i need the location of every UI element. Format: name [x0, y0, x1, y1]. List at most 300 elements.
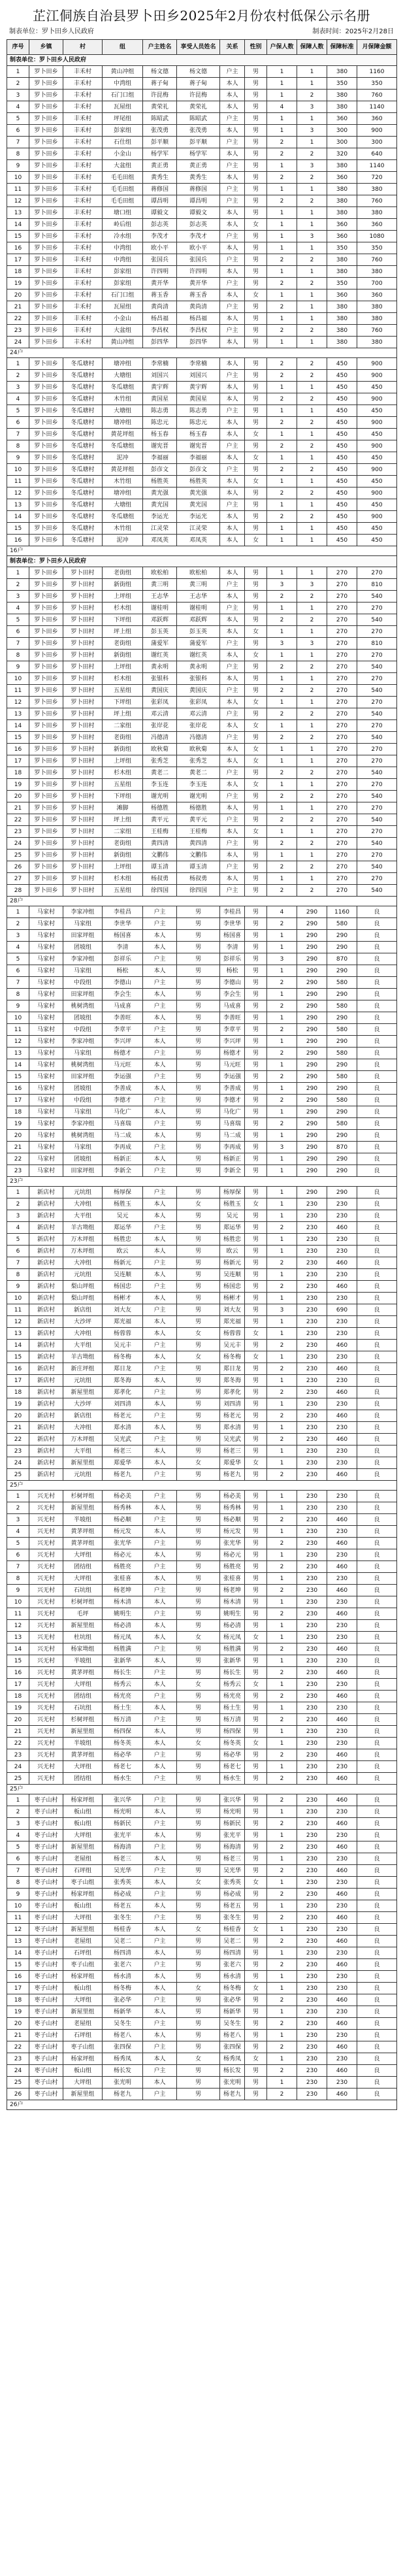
table-cell: 杨叔勇 — [177, 873, 220, 885]
table-cell: 新屋里组 — [63, 1924, 103, 1936]
table-cell: 马家村 — [29, 942, 63, 953]
table-cell: 徐四国 — [143, 885, 177, 897]
table-cell: 良 — [357, 1947, 397, 1959]
table-cell: 460 — [327, 1749, 357, 1761]
table-cell: 男 — [177, 1434, 220, 1445]
table-row — [7, 278, 397, 289]
table-cell: 黄平元 — [143, 814, 177, 826]
table-cell: 杨桂香 — [220, 1924, 245, 1936]
table-cell: 男 — [177, 1304, 220, 1316]
table-cell: 1 — [297, 779, 327, 791]
table-cell: 马家村 — [29, 1142, 63, 1153]
table-cell: 户主 — [143, 1024, 177, 1036]
table-cell: 兴无村 — [29, 1761, 63, 1773]
table-cell: 230 — [327, 1655, 357, 1667]
table-cell: 黄花坪组 — [103, 464, 143, 476]
table-cell: 290 — [297, 1142, 327, 1153]
table-cell: 王桂梅 — [177, 826, 220, 838]
table-cell: 良 — [357, 1841, 397, 1853]
table-cell: 男 — [245, 1257, 267, 1269]
table-cell: 男 — [245, 918, 267, 930]
table-cell: 男 — [245, 1106, 267, 1118]
table-cell: 小金山 — [103, 313, 143, 325]
table-cell: 大沙坪 — [63, 1316, 103, 1328]
table-cell: 本人 — [143, 1036, 177, 1048]
table-cell: 450 — [327, 417, 357, 429]
table-cell: 22 — [7, 1738, 29, 1749]
table-cell: 良 — [357, 1691, 397, 1702]
table-cell: 罗卜田乡 — [29, 113, 63, 125]
table-row — [7, 195, 397, 207]
table-cell: 270 — [327, 850, 357, 861]
table-cell: 2 — [267, 1865, 297, 1877]
table-cell: 男 — [245, 101, 267, 113]
table-cell: 新街组 — [103, 650, 143, 661]
table-cell: 罗卜田乡 — [29, 685, 63, 697]
table-cell: 杨秀凤 — [103, 2053, 143, 2065]
table-cell: 21 — [7, 2030, 29, 2041]
table-cell: 男 — [245, 1363, 267, 1375]
table-cell: 马家组 — [63, 1106, 103, 1118]
table-cell: 杨昌福 — [177, 313, 220, 325]
table-cell: 380 — [327, 90, 357, 101]
table-cell: 女 — [245, 697, 267, 708]
table-cell: 2 — [267, 1118, 297, 1130]
table-cell: 290 — [327, 989, 357, 1000]
table-cell: 马家村 — [29, 977, 63, 989]
table-cell: 230 — [327, 1422, 357, 1434]
table-cell: 2 — [297, 90, 327, 101]
table-cell: 瓦屋组 — [103, 301, 143, 313]
table-cell: 杨胜忠 — [220, 1234, 245, 1246]
table-cell: 1 — [297, 78, 327, 90]
table-cell: 230 — [297, 1877, 327, 1889]
table-cell: 黄光国 — [177, 499, 220, 511]
table-cell: 270 — [327, 579, 357, 591]
table-cell: 良 — [357, 2006, 397, 2018]
table-row — [7, 1773, 397, 1785]
table-cell: 丰禾村 — [63, 231, 103, 242]
table-cell: 黄山冲组 — [103, 337, 143, 348]
table-row — [7, 266, 397, 278]
table-cell: 男 — [177, 1281, 220, 1293]
table-cell: 石坪组 — [63, 2030, 103, 2041]
table-cell: 杨四保 — [103, 1726, 143, 1738]
table-cell: 杨新正 — [220, 1153, 245, 1165]
table-cell: 380 — [327, 301, 357, 313]
table-cell: 290 — [327, 1012, 357, 1024]
table-cell: 男 — [177, 1410, 220, 1422]
table-row — [7, 1422, 397, 1434]
table-cell: 杨万清 — [220, 1714, 245, 1726]
table-cell: 6 — [7, 626, 29, 638]
table-cell: 2 — [297, 814, 327, 826]
table-cell: 男 — [245, 906, 267, 918]
table-cell: 15 — [7, 1351, 29, 1363]
table-cell: 2 — [267, 1000, 297, 1012]
table-row — [7, 1632, 397, 1643]
table-cell: 2 — [297, 661, 327, 673]
table-cell: 1 — [267, 1246, 297, 1257]
table-cell: 大盆组 — [103, 325, 143, 337]
table-cell: 男 — [245, 184, 267, 195]
table-cell: 冬瓜塘组 — [103, 511, 143, 523]
table-cell: 女 — [245, 720, 267, 732]
table-cell: 760 — [357, 90, 397, 101]
col-header: 保障标准 — [327, 40, 357, 55]
table-cell: 罗卜田村 — [63, 591, 103, 603]
table-cell: 男 — [245, 1422, 267, 1434]
table-cell: 罗卜田乡 — [29, 207, 63, 219]
table-cell: 13 — [7, 1048, 29, 1059]
col-header: 户保人数 — [267, 40, 297, 55]
table-cell: 新街组 — [103, 744, 143, 755]
table-cell: 彭四华 — [143, 337, 177, 348]
table-cell: 1 — [297, 697, 327, 708]
table-cell: 本人 — [143, 2053, 177, 2065]
table-cell: 良 — [357, 1667, 397, 1679]
table-cell: 男 — [177, 1794, 220, 1806]
table-cell: 男 — [245, 767, 267, 779]
table-cell: 230 — [297, 1573, 327, 1585]
table-cell: 男 — [177, 1714, 220, 1726]
table-cell: 良 — [357, 1106, 397, 1118]
table-cell: 290 — [327, 930, 357, 942]
table-cell: 4 — [7, 393, 29, 405]
table-cell: 男 — [245, 685, 267, 697]
table-cell: 男 — [245, 1083, 267, 1095]
table-cell: 14 — [7, 511, 29, 523]
table-cell: 良 — [357, 1514, 397, 1526]
table-cell: 360 — [327, 113, 357, 125]
table-cell: 张桂喜 — [220, 1573, 245, 1585]
table-cell: 24 — [7, 2065, 29, 2077]
table-cell: 罗卜田村 — [63, 767, 103, 779]
table-cell: 新屋里组 — [63, 1387, 103, 1398]
table-cell: 230 — [327, 1632, 357, 1643]
section-unit-label: 制表单位：罗卜田乡人民政府 — [7, 55, 397, 66]
table-cell: 男 — [245, 1794, 267, 1806]
table-cell: 良 — [357, 1773, 397, 1785]
table-cell: 黄开华 — [143, 278, 177, 289]
table-cell: 本人 — [143, 1502, 177, 1514]
table-cell: 男 — [245, 1491, 267, 1502]
table-cell: 良 — [357, 1257, 397, 1269]
table-cell: 蒋子甸 — [143, 78, 177, 90]
table-cell: 460 — [327, 1889, 357, 1900]
table-cell: 下坪组 — [103, 791, 143, 802]
table-cell: 良 — [357, 1889, 397, 1900]
table-cell: 吴光华 — [220, 1865, 245, 1877]
table-cell: 男 — [245, 1095, 267, 1106]
table-cell: 彭彦文 — [143, 464, 177, 476]
col-header: 乡镇 — [29, 40, 63, 55]
table-cell: 良 — [357, 1118, 397, 1130]
table-cell: 梨山坪组 — [63, 1293, 103, 1304]
table-cell: 黄茅坪组 — [63, 1526, 103, 1538]
table-cell: 4 — [7, 1830, 29, 1841]
table-cell: 本人 — [143, 1947, 177, 1959]
table-cell: 男 — [245, 405, 267, 417]
table-cell: 大平组 — [63, 1340, 103, 1351]
table-cell: 230 — [297, 1643, 327, 1655]
table-cell: 户主 — [143, 918, 177, 930]
table-cell: 兴无村 — [29, 1514, 63, 1526]
table-cell: 1 — [267, 989, 297, 1000]
table-cell: 2 — [297, 417, 327, 429]
table-cell: 本人 — [143, 1293, 177, 1304]
table-cell: 蒲爱军 — [177, 638, 220, 650]
table-cell: 陈忠元 — [143, 417, 177, 429]
table-cell: 张老六 — [220, 1959, 245, 1971]
table-cell: 460 — [327, 1714, 357, 1726]
table-cell: 李兴坪 — [103, 1036, 143, 1048]
table-cell: 良 — [357, 1281, 397, 1293]
table-row — [7, 1936, 397, 1947]
table-cell: 1 — [267, 2077, 297, 2089]
table-cell: 蒲爱军 — [143, 638, 177, 650]
table-cell: 户主 — [220, 325, 245, 337]
table-cell: 老街组 — [103, 638, 143, 650]
table-cell: 15 — [7, 523, 29, 535]
table-cell: 男 — [245, 1445, 267, 1457]
table-cell: 230 — [327, 1198, 357, 1210]
table-cell: 谭玉清 — [143, 861, 177, 873]
table-cell: 团结组 — [63, 1773, 103, 1785]
table-cell: 男 — [245, 2018, 267, 2030]
table-cell: 黄国庆 — [177, 685, 220, 697]
table-cell: 男 — [245, 1865, 267, 1877]
table-cell: 本人 — [143, 1620, 177, 1632]
table-cell: 户主 — [143, 1691, 177, 1702]
table-cell: 良 — [357, 1304, 397, 1316]
table-cell: 杉木组 — [103, 673, 143, 685]
table-cell: 350 — [357, 242, 397, 254]
table-cell: 1 — [267, 1457, 297, 1469]
table-cell: 张新华 — [220, 1655, 245, 1667]
table-row — [7, 231, 397, 242]
table-cell: 女 — [245, 626, 267, 638]
table-cell: 兴无村 — [29, 1738, 63, 1749]
table-cell: 290 — [297, 1165, 327, 1177]
table-cell: 张国兵 — [177, 254, 220, 266]
table-cell: 1 — [267, 779, 297, 791]
table-cell: 290 — [327, 1106, 357, 1118]
table-cell: 杨必清 — [220, 1620, 245, 1632]
table-row — [7, 567, 397, 579]
table-cell: 本人 — [220, 567, 245, 579]
table-cell: 290 — [327, 1036, 357, 1048]
section-unit-row — [7, 556, 397, 567]
table-cell: 本人 — [220, 393, 245, 405]
table-cell: 大塘组 — [103, 370, 143, 382]
table-cell: 2 — [267, 918, 297, 930]
table-cell: 290 — [297, 989, 327, 1000]
section-summary: 28户 — [7, 897, 397, 906]
table-cell: 男 — [177, 1187, 220, 1198]
table-cell: 马家村 — [29, 989, 63, 1000]
table-cell: 许昆梅 — [143, 90, 177, 101]
table-row — [7, 393, 397, 405]
table-cell: 户主 — [143, 1889, 177, 1900]
table-cell: 张老六 — [103, 1959, 143, 1971]
table-cell: 本人 — [143, 1153, 177, 1165]
table-cell: 下坪组 — [103, 697, 143, 708]
table-cell: 230 — [327, 1806, 357, 1818]
table-cell: 23 — [7, 2053, 29, 2065]
table-cell: 杨木清 — [220, 1596, 245, 1608]
table-row — [7, 125, 397, 137]
table-cell: 罗卜田村 — [63, 861, 103, 873]
table-cell: 9 — [7, 661, 29, 673]
table-cell: 良 — [357, 1387, 397, 1398]
table-cell: 新屋里组 — [63, 1502, 103, 1514]
table-cell: 冬瓜塘组 — [103, 382, 143, 393]
table-cell: 吴元丰 — [103, 1340, 143, 1351]
table-cell: 杨松 — [103, 965, 143, 977]
table-cell: 230 — [297, 1293, 327, 1304]
table-cell: 杨长发 — [220, 2065, 245, 2077]
table-cell: 3 — [7, 930, 29, 942]
table-cell: 14 — [7, 1643, 29, 1655]
table-cell: 男 — [245, 1853, 267, 1865]
table-cell: 450 — [357, 535, 397, 546]
table-cell: 1 — [267, 1877, 297, 1889]
table-cell: 本人 — [220, 242, 245, 254]
table-cell: 邓凤英 — [143, 535, 177, 546]
table-cell: 14 — [7, 1059, 29, 1071]
table-cell: 户主 — [143, 1387, 177, 1398]
table-cell: 丰禾村 — [63, 301, 103, 313]
table-cell: 冬瓜塘组 — [103, 440, 143, 452]
table-cell: 1 — [297, 673, 327, 685]
table-cell: 男 — [245, 231, 267, 242]
table-cell: 罗卜田乡 — [29, 791, 63, 802]
table-cell: 丰禾村 — [63, 266, 103, 278]
table-cell: 黄茅坪组 — [63, 1538, 103, 1549]
table-cell: 1 — [297, 113, 327, 125]
table-cell: 杨德才 — [103, 1048, 143, 1059]
table-cell: 230 — [297, 1947, 327, 1959]
table-cell: 冬瓜塘村 — [63, 499, 103, 511]
table-cell: 1 — [267, 1491, 297, 1502]
table-row — [7, 953, 397, 965]
table-cell: 2 — [297, 254, 327, 266]
table-cell: 男 — [177, 1387, 220, 1398]
table-cell: 杨老三 — [103, 1853, 143, 1865]
table-cell: 杨秀云 — [220, 1679, 245, 1691]
table-cell: 枣子山组 — [63, 2041, 103, 2053]
table-cell: 冬瓜塘村 — [63, 417, 103, 429]
table-cell: 男 — [245, 358, 267, 370]
table-cell: 彭平顺 — [143, 137, 177, 148]
table-cell: 21 — [7, 1726, 29, 1738]
table-cell: 10 — [7, 1596, 29, 1608]
table-cell: 1 — [267, 476, 297, 487]
table-cell: 杨学军 — [177, 148, 220, 160]
table-cell: 蒋玉香 — [143, 289, 177, 301]
table-cell: 230 — [327, 1853, 357, 1865]
table-cell: 2 — [267, 1281, 297, 1293]
table-cell: 1 — [267, 231, 297, 242]
table-cell: 1 — [267, 744, 297, 755]
table-cell: 张新华 — [103, 1655, 143, 1667]
table-cell: 450 — [327, 405, 357, 417]
table-cell: 枣子山村 — [29, 1947, 63, 1959]
table-cell: 2 — [267, 1667, 297, 1679]
table-cell: 230 — [327, 1620, 357, 1632]
table-cell: 户主 — [143, 1165, 177, 1177]
table-cell: 男 — [177, 1900, 220, 1912]
table-cell: 张四保 — [103, 2041, 143, 2053]
table-row — [7, 1691, 397, 1702]
table-cell: 男 — [177, 1702, 220, 1714]
table-cell: 2 — [267, 1912, 297, 1924]
table-cell: 450 — [357, 429, 397, 440]
col-header: 户主姓名 — [143, 40, 177, 55]
table-cell: 230 — [297, 1596, 327, 1608]
table-cell: 郑光福 — [220, 1316, 245, 1328]
table-cell: 男 — [177, 1830, 220, 1841]
table-cell: 罗卜田村 — [63, 567, 103, 579]
table-cell: 谢桂明 — [177, 603, 220, 614]
table-cell: 1 — [297, 755, 327, 767]
table-cell: 张四保 — [220, 2041, 245, 2053]
table-cell: 良 — [357, 1959, 397, 1971]
table-cell: 230 — [297, 1514, 327, 1526]
table-cell: 户主 — [220, 254, 245, 266]
table-cell: 张桂喜 — [103, 1573, 143, 1585]
table-cell: 本人 — [143, 1234, 177, 1246]
table-row — [7, 579, 397, 591]
table-cell: 谭玉清 — [177, 861, 220, 873]
table-cell: 男 — [245, 1818, 267, 1830]
table-cell: 1 — [267, 965, 297, 977]
table-cell: 2 — [267, 591, 297, 603]
table-cell: 罗卜田乡 — [29, 148, 63, 160]
table-cell: 1 — [297, 802, 327, 814]
table-cell: 230 — [297, 1983, 327, 1994]
table-cell: 男 — [177, 1655, 220, 1667]
table-cell: 3 — [297, 125, 327, 137]
table-cell: 290 — [327, 942, 357, 953]
table-cell: 6 — [7, 1853, 29, 1865]
table-cell: 良 — [357, 1573, 397, 1585]
table-cell: 25 — [7, 1469, 29, 1481]
table-cell: 290 — [297, 953, 327, 965]
table-cell: 罗卜田乡 — [29, 755, 63, 767]
table-cell: 男 — [245, 1304, 267, 1316]
table-cell: 230 — [297, 1738, 327, 1749]
table-cell: 新屋里组 — [63, 1841, 103, 1853]
table-cell: 李善旺 — [103, 1012, 143, 1024]
table-cell: 男 — [245, 1526, 267, 1538]
table-row — [7, 1410, 397, 1422]
table-cell: 兴无村 — [29, 1643, 63, 1655]
table-cell: 男 — [177, 1773, 220, 1785]
table-cell: 罗卜田乡 — [29, 499, 63, 511]
table-cell: 杨老元 — [220, 1410, 245, 1422]
table-cell: 罗卜田乡 — [29, 160, 63, 172]
table-cell: 1 — [267, 1971, 297, 1983]
table-row — [7, 1036, 397, 1048]
table-cell: 罗卜田乡 — [29, 278, 63, 289]
table-cell: 1 — [267, 160, 297, 172]
table-cell: 16 — [7, 744, 29, 755]
table-cell: 230 — [297, 1561, 327, 1573]
table-cell: 新店村 — [29, 1434, 63, 1445]
table-cell: 本人 — [220, 697, 245, 708]
